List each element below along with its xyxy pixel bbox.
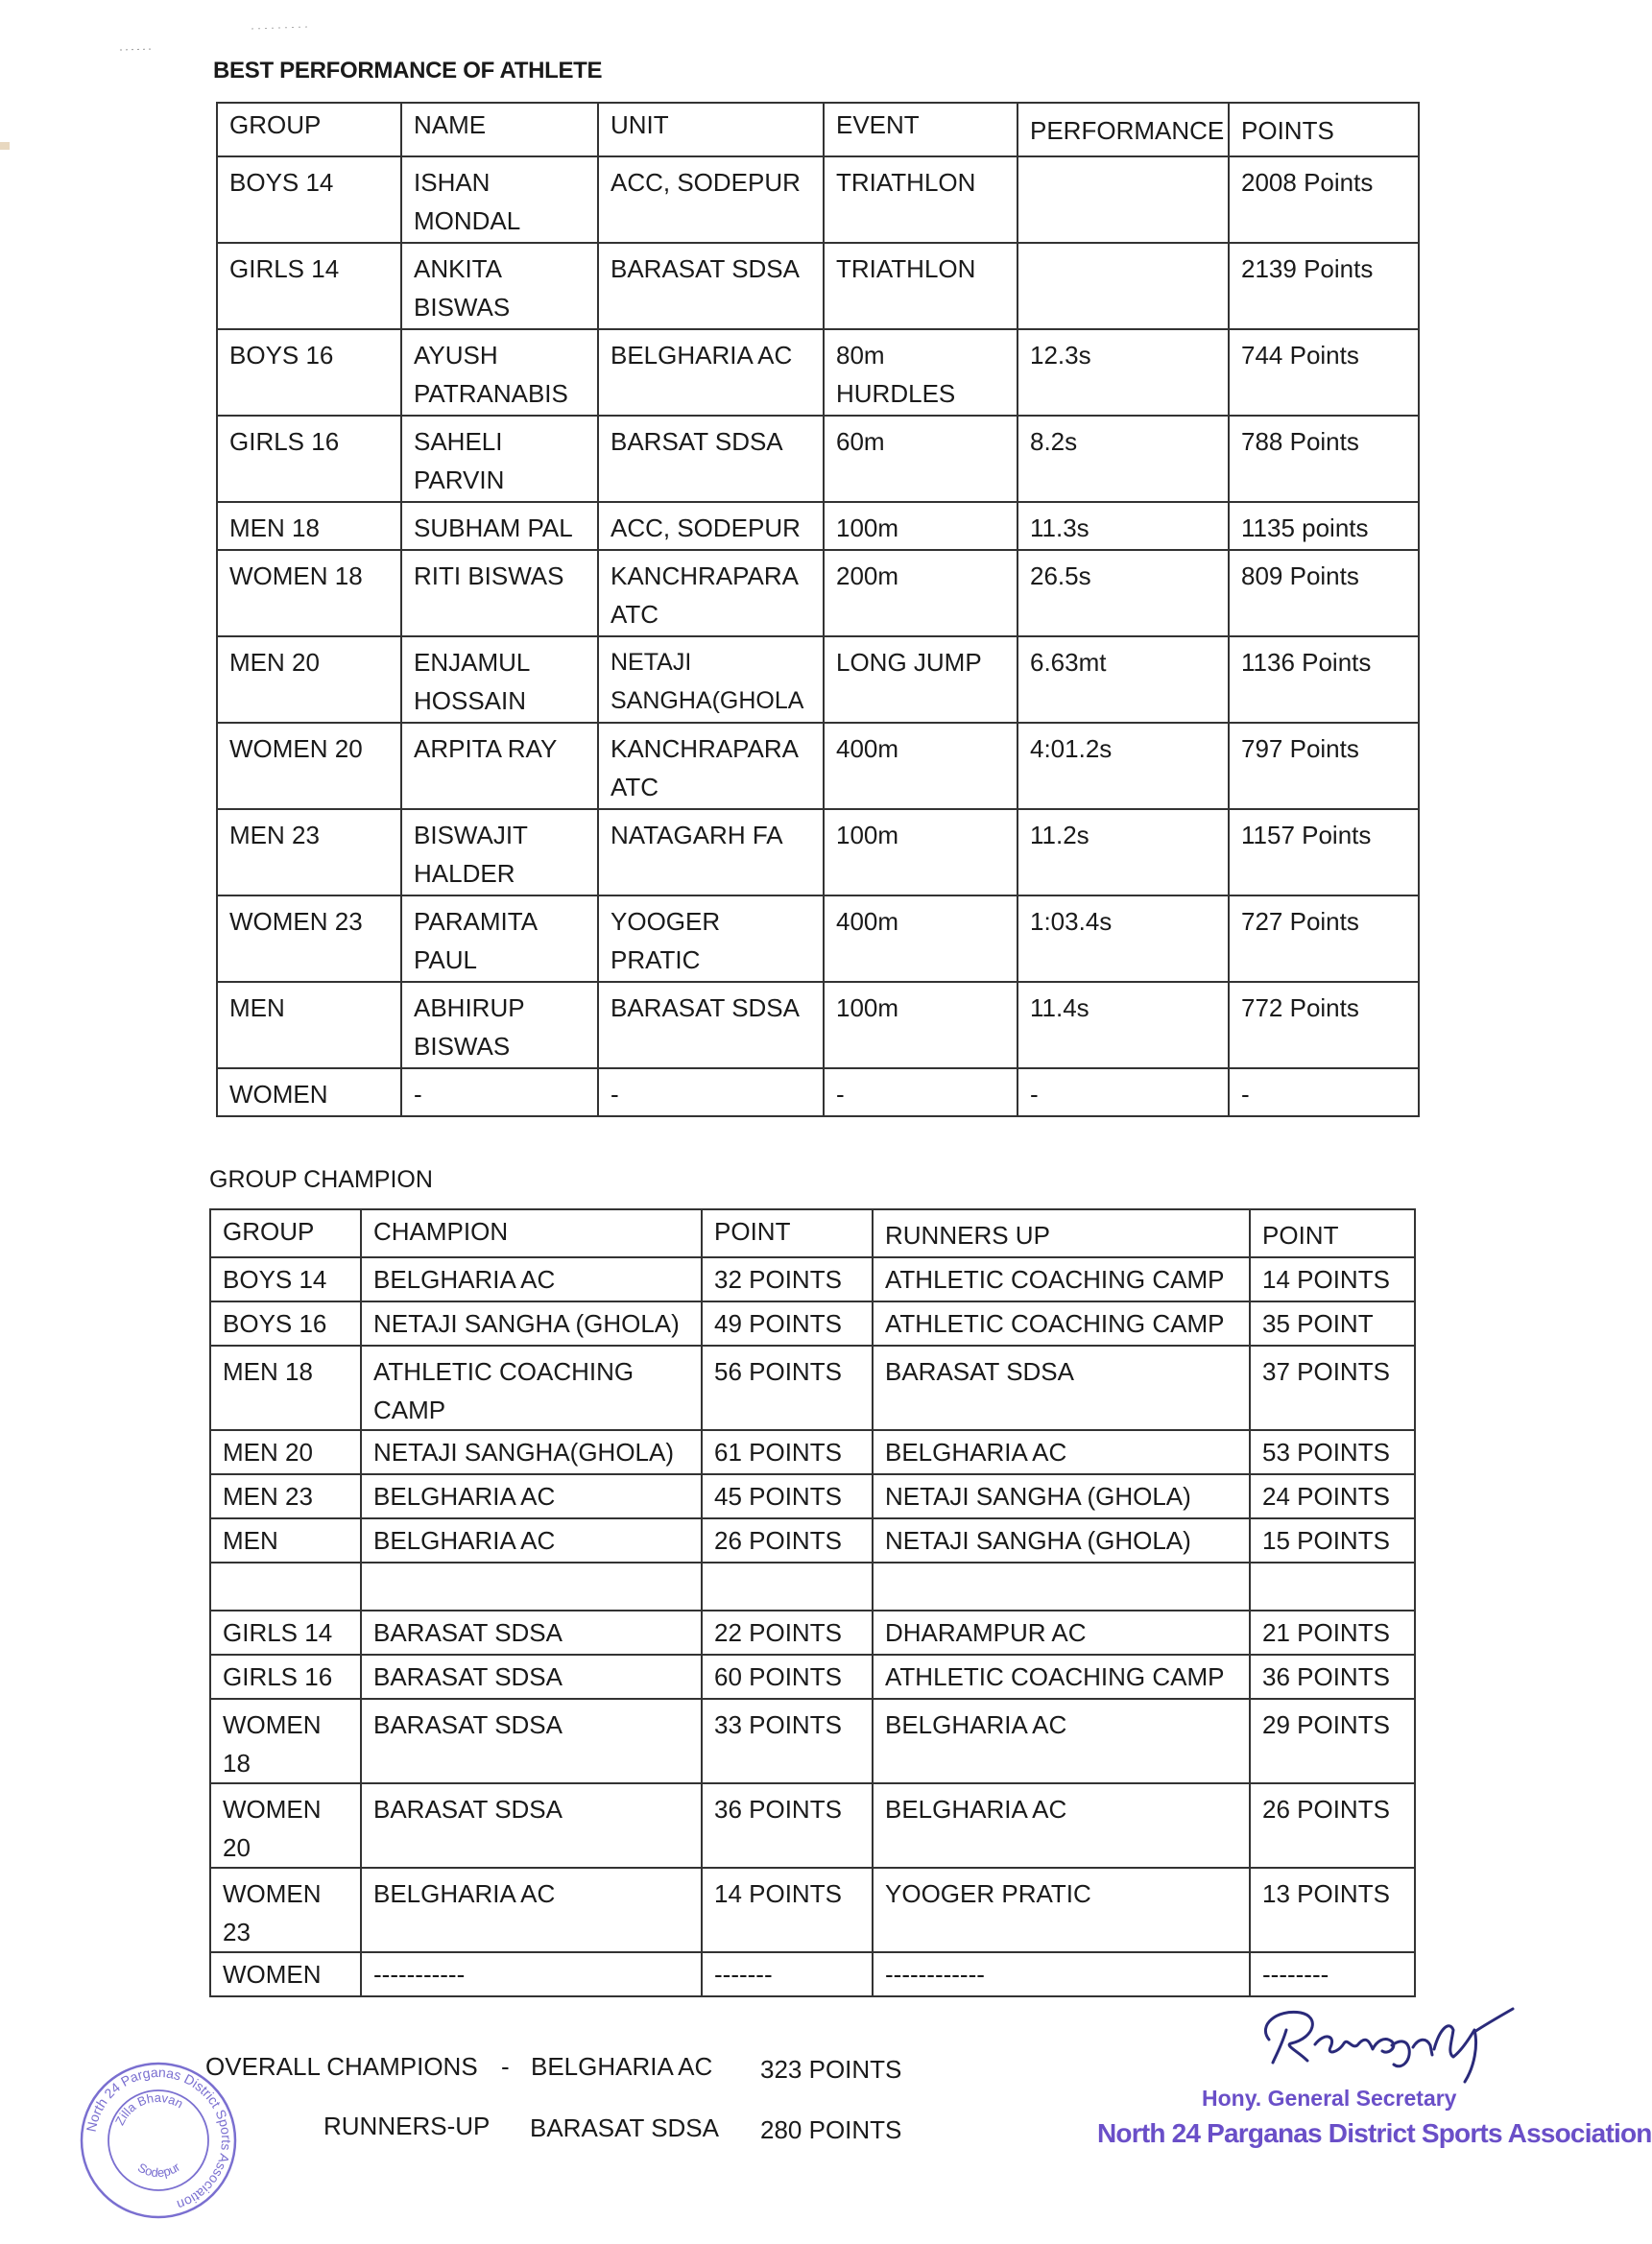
group-cell: MEN 18 (210, 1346, 361, 1430)
runners-point-cell: 36 POINTS (1250, 1655, 1415, 1699)
unit-cell: NETAJI SANGHA(GHOLA (598, 636, 824, 723)
table-row (217, 502, 1419, 550)
point-cell: 22 POINTS (702, 1611, 873, 1655)
points-cell: 2008 Points (1229, 156, 1419, 243)
table-row-blank (210, 1563, 1415, 1611)
runners-point-cell: 37 POINTS (1250, 1346, 1415, 1430)
group-cell: GIRLS 16 (210, 1655, 361, 1699)
table-row (217, 809, 1419, 895)
point-cell: 56 POINTS (702, 1346, 873, 1430)
point-cell: 36 POINTS (702, 1783, 873, 1868)
table-row (217, 156, 1419, 243)
unit-cell: NATAGARH FA (598, 809, 824, 895)
overall-champions-team: BELGHARIA AC (531, 2052, 713, 2081)
performance-cell: 4:01.2s (1018, 723, 1229, 809)
header-point: POINT (702, 1209, 873, 1257)
champion-cell: BARASAT SDSA (361, 1655, 702, 1699)
group-cell: MEN 18 (217, 502, 401, 550)
header-group: GROUP (217, 103, 401, 156)
points-cell: 797 Points (1229, 723, 1419, 809)
group-cell: MEN (210, 1518, 361, 1563)
event-cell: LONG JUMP (824, 636, 1018, 723)
performance-cell: 11.2s (1018, 809, 1229, 895)
points-cell: 744 Points (1229, 329, 1419, 416)
runners-up-cell: BARASAT SDSA (873, 1346, 1250, 1430)
event-cell: 100m (824, 502, 1018, 550)
runners-up-cell: BELGHARIA AC (873, 1783, 1250, 1868)
group-cell: MEN 23 (210, 1474, 361, 1518)
header-runners-point: POINT (1250, 1209, 1415, 1257)
table-row (217, 982, 1419, 1068)
champion-cell: ATHLETIC COACHING CAMP (361, 1346, 702, 1430)
point-cell: 61 POINTS (702, 1430, 873, 1474)
table-header-row (217, 103, 1419, 156)
unit-cell: BARASAT SDSA (598, 982, 824, 1068)
table-row (217, 243, 1419, 329)
header-name: NAME (401, 103, 598, 156)
name-cell: PARAMITA PAUL (401, 895, 598, 982)
stamp-inner-text-1: Zilla Bhavan (111, 2089, 186, 2128)
points-cell: 788 Points (1229, 416, 1419, 502)
header-champion: CHAMPION (361, 1209, 702, 1257)
name-cell: - (401, 1068, 598, 1116)
runners-up-cell (873, 1563, 1250, 1611)
runners-point-cell: 29 POINTS (1250, 1699, 1415, 1783)
points-cell: 727 Points (1229, 895, 1419, 982)
overall-champions-points: 323 POINTS (760, 2055, 902, 2084)
unit-cell: YOOGER PRATIC (598, 895, 824, 982)
champion-cell: BELGHARIA AC (361, 1257, 702, 1301)
performance-cell: 1:03.4s (1018, 895, 1229, 982)
group-cell (210, 1563, 361, 1611)
runners-up-label: RUNNERS-UP (323, 2112, 491, 2140)
runners-up-cell: YOOGER PRATIC (873, 1868, 1250, 1952)
runners-point-cell: 15 POINTS (1250, 1518, 1415, 1563)
champion-cell: BELGHARIA AC (361, 1474, 702, 1518)
name-cell: ARPITA RAY (401, 723, 598, 809)
point-cell (702, 1563, 873, 1611)
table-row (210, 1952, 1415, 1996)
event-cell: 200m (824, 550, 1018, 636)
unit-cell: BELGHARIA AC (598, 329, 824, 416)
group-cell: WOMEN 23 (217, 895, 401, 982)
group-cell: WOMEN 20 (217, 723, 401, 809)
runners-up-team: BARASAT SDSA (530, 2113, 719, 2142)
event-cell: 400m (824, 723, 1018, 809)
group-cell: WOMEN (210, 1952, 361, 1996)
point-cell: 60 POINTS (702, 1655, 873, 1699)
best-performance-title: BEST PERFORMANCE OF ATHLETE (213, 58, 603, 84)
runners-up-cell: ATHLETIC COACHING CAMP (873, 1301, 1250, 1346)
runners-point-cell: 35 POINT (1250, 1301, 1415, 1346)
runners-point-cell: 13 POINTS (1250, 1868, 1415, 1952)
signatory-organization: North 24 Parganas District Sports Association (1097, 2118, 1652, 2148)
runners-up-cell: BELGHARIA AC (873, 1699, 1250, 1783)
event-cell: 100m (824, 982, 1018, 1068)
table-row (217, 1068, 1419, 1116)
header-event: EVENT (824, 103, 1018, 156)
group-cell: BOYS 14 (217, 156, 401, 243)
runners-point-cell: 53 POINTS (1250, 1430, 1415, 1474)
event-cell: 80m HURDLES (824, 329, 1018, 416)
champion-cell: NETAJI SANGHA (GHOLA) (361, 1301, 702, 1346)
performance-cell: 26.5s (1018, 550, 1229, 636)
performance-cell: 11.3s (1018, 502, 1229, 550)
name-cell: ANKITA BISWAS (401, 243, 598, 329)
group-cell: MEN (217, 982, 401, 1068)
unit-cell: ACC, SODEPUR (598, 502, 824, 550)
group-champion-title: GROUP CHAMPION (209, 1166, 433, 1193)
performance-cell: 6.63mt (1018, 636, 1229, 723)
header-group: GROUP (210, 1209, 361, 1257)
group-cell: WOMEN (217, 1068, 401, 1116)
group-cell: MEN 20 (210, 1430, 361, 1474)
association-stamp (77, 2059, 240, 2222)
performance-cell: 12.3s (1018, 329, 1229, 416)
points-cell: 1136 Points (1229, 636, 1419, 723)
performance-cell: 11.4s (1018, 982, 1229, 1068)
table-row (210, 1346, 1415, 1430)
performance-cell (1018, 243, 1229, 329)
group-cell: WOMEN 23 (210, 1868, 361, 1952)
runners-up-cell: NETAJI SANGHA (GHOLA) (873, 1518, 1250, 1563)
runners-up-cell: NETAJI SANGHA (GHOLA) (873, 1474, 1250, 1518)
group-cell: BOYS 16 (217, 329, 401, 416)
unit-cell: - (598, 1068, 824, 1116)
event-cell: - (824, 1068, 1018, 1116)
best-performance-table (216, 102, 1420, 1117)
header-unit: UNIT (598, 103, 824, 156)
unit-cell: KANCHRAPARA ATC (598, 550, 824, 636)
group-champion-table (209, 1208, 1416, 1997)
table-row (210, 1611, 1415, 1655)
points-cell: 1157 Points (1229, 809, 1419, 895)
runners-up-cell: ATHLETIC COACHING CAMP (873, 1257, 1250, 1301)
name-cell: SUBHAM PAL (401, 502, 598, 550)
point-cell: 49 POINTS (702, 1301, 873, 1346)
table-row (210, 1430, 1415, 1474)
group-cell: GIRLS 16 (217, 416, 401, 502)
table-row (210, 1655, 1415, 1699)
unit-cell: BARSAT SDSA (598, 416, 824, 502)
group-cell: WOMEN 18 (217, 550, 401, 636)
points-cell: 809 Points (1229, 550, 1419, 636)
points-cell: - (1229, 1068, 1419, 1116)
event-cell: 100m (824, 809, 1018, 895)
header-performance: PERFORMANCE (1018, 103, 1229, 156)
champion-cell (361, 1563, 702, 1611)
name-cell: ISHAN MONDAL (401, 156, 598, 243)
stamp-inner-text-2: Sodepur (135, 2160, 183, 2181)
point-cell: ------- (702, 1952, 873, 1996)
point-cell: 26 POINTS (702, 1518, 873, 1563)
table-row (210, 1868, 1415, 1952)
table-row (210, 1257, 1415, 1301)
performance-cell (1018, 156, 1229, 243)
runners-point-cell: -------- (1250, 1952, 1415, 1996)
champion-cell: NETAJI SANGHA(GHOLA) (361, 1430, 702, 1474)
name-cell: AYUSH PATRANABIS (401, 329, 598, 416)
handwritten-signature (1248, 2001, 1536, 2092)
champion-cell: ----------- (361, 1952, 702, 1996)
point-cell: 32 POINTS (702, 1257, 873, 1301)
champion-cell: BELGHARIA AC (361, 1518, 702, 1563)
name-cell: ABHIRUP BISWAS (401, 982, 598, 1068)
overall-champions-label: OVERALL CHAMPIONS (205, 2052, 478, 2081)
unit-cell: KANCHRAPARA ATC (598, 723, 824, 809)
runners-up-cell: BELGHARIA AC (873, 1430, 1250, 1474)
champion-cell: BARASAT SDSA (361, 1699, 702, 1783)
point-cell: 45 POINTS (702, 1474, 873, 1518)
group-cell: WOMEN 18 (210, 1699, 361, 1783)
table-row (217, 636, 1419, 723)
champion-cell: BELGHARIA AC (361, 1868, 702, 1952)
points-cell: 1135 points (1229, 502, 1419, 550)
signature-block (1085, 2001, 1652, 2222)
table-row (210, 1301, 1415, 1346)
point-cell: 14 POINTS (702, 1868, 873, 1952)
stamp-outer-text: North 24 Parganas District Sports Association (83, 2064, 235, 2213)
points-cell: 772 Points (1229, 982, 1419, 1068)
overall-dash: - (501, 2052, 510, 2081)
event-cell: TRIATHLON (824, 156, 1018, 243)
name-cell: ENJAMUL HOSSAIN (401, 636, 598, 723)
runners-point-cell: 24 POINTS (1250, 1474, 1415, 1518)
table-row (210, 1474, 1415, 1518)
group-cell: WOMEN 20 (210, 1783, 361, 1868)
table-row (217, 723, 1419, 809)
performance-cell: - (1018, 1068, 1229, 1116)
group-cell: GIRLS 14 (210, 1611, 361, 1655)
table-row (210, 1518, 1415, 1563)
group-cell: GIRLS 14 (217, 243, 401, 329)
group-cell: MEN 23 (217, 809, 401, 895)
event-cell: TRIATHLON (824, 243, 1018, 329)
event-cell: 400m (824, 895, 1018, 982)
champion-cell: BARASAT SDSA (361, 1611, 702, 1655)
runners-up-cell: DHARAMPUR AC (873, 1611, 1250, 1655)
table-row (210, 1783, 1415, 1868)
group-cell: MEN 20 (217, 636, 401, 723)
table-row (210, 1699, 1415, 1783)
name-cell: BISWAJIT HALDER (401, 809, 598, 895)
unit-cell: ACC, SODEPUR (598, 156, 824, 243)
group-cell: BOYS 14 (210, 1257, 361, 1301)
runners-up-cell: ATHLETIC COACHING CAMP (873, 1655, 1250, 1699)
runners-up-points: 280 POINTS (760, 2115, 902, 2144)
runners-point-cell (1250, 1563, 1415, 1611)
runners-point-cell: 26 POINTS (1250, 1783, 1415, 1868)
table-header-row (210, 1209, 1415, 1257)
performance-cell: 8.2s (1018, 416, 1229, 502)
event-cell: 60m (824, 416, 1018, 502)
header-points: POINTS (1229, 103, 1419, 156)
table-row (217, 329, 1419, 416)
signatory-role: Hony. General Secretary (1202, 2086, 1457, 2111)
header-runners-up: RUNNERS UP (873, 1209, 1250, 1257)
name-cell: RITI BISWAS (401, 550, 598, 636)
runners-point-cell: 14 POINTS (1250, 1257, 1415, 1301)
point-cell: 33 POINTS (702, 1699, 873, 1783)
runners-point-cell: 21 POINTS (1250, 1611, 1415, 1655)
champion-cell: BARASAT SDSA (361, 1783, 702, 1868)
unit-cell: BARASAT SDSA (598, 243, 824, 329)
table-row (217, 895, 1419, 982)
table-row (217, 416, 1419, 502)
runners-up-cell: ------------ (873, 1952, 1250, 1996)
name-cell: SAHELI PARVIN (401, 416, 598, 502)
table-row (217, 550, 1419, 636)
stamp-outer-ring (82, 2064, 235, 2217)
points-cell: 2139 Points (1229, 243, 1419, 329)
group-cell: BOYS 16 (210, 1301, 361, 1346)
